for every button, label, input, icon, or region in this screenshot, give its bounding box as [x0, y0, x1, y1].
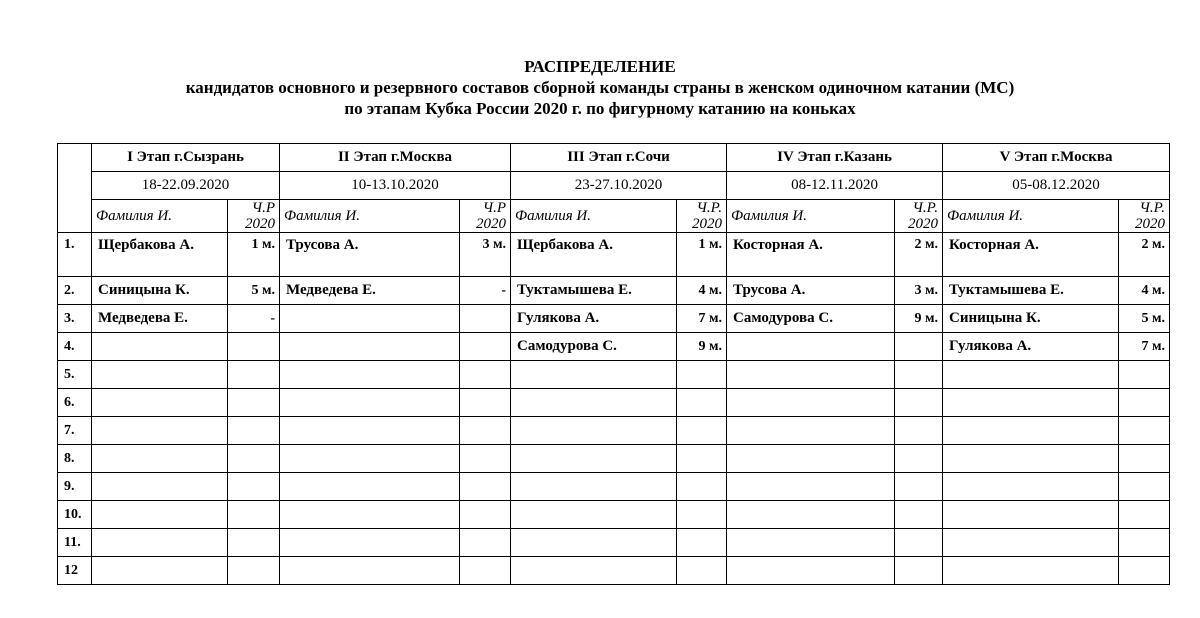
- table-row: [58, 557, 1170, 585]
- skater-name-cell: Медведева Е.: [280, 277, 460, 305]
- skater-name-cell: [511, 417, 677, 445]
- stage-title: IV Этап г.Казань: [727, 144, 943, 172]
- skater-name-cell: [92, 389, 228, 417]
- col-header-result-line2: 2020: [476, 216, 507, 232]
- championship-place-cell: [895, 557, 943, 585]
- championship-place-cell: [460, 529, 511, 557]
- skater-name-cell: Синицына К.: [92, 277, 228, 305]
- row-number: 4.: [58, 333, 92, 361]
- skater-name-cell: [280, 501, 460, 529]
- championship-place-cell: [460, 473, 511, 501]
- championship-place-cell: [460, 389, 511, 417]
- skater-name-cell: [943, 501, 1119, 529]
- championship-place-cell: [1119, 389, 1170, 417]
- skater-name-cell: [92, 473, 228, 501]
- stage-dates: 05-08.12.2020: [943, 172, 1170, 200]
- championship-place-cell: [228, 389, 280, 417]
- stage-title: I Этап г.Сызрань: [92, 144, 280, 172]
- championship-place-cell: [228, 529, 280, 557]
- championship-place-cell: [677, 361, 727, 389]
- skater-name-cell: [280, 305, 460, 333]
- championship-place-cell: [677, 557, 727, 585]
- skater-name-cell: [92, 529, 228, 557]
- championship-place-cell: [1119, 501, 1170, 529]
- skater-name-cell: [727, 361, 895, 389]
- championship-place-cell: [460, 445, 511, 473]
- table-row: [58, 233, 1170, 277]
- skater-name-cell: [943, 417, 1119, 445]
- col-header-result-line1: Ч.Р.: [696, 200, 723, 216]
- col-header-result: [1119, 200, 1170, 233]
- table-row: [58, 473, 1170, 501]
- skater-name-cell: [280, 445, 460, 473]
- skater-name-cell: [511, 361, 677, 389]
- table-row: [58, 445, 1170, 473]
- heading-subtitle-2: по этапам Кубка России 2020 г. по фигурному катанию на коньках: [344, 99, 856, 118]
- skater-name-cell: [727, 501, 895, 529]
- championship-place-cell: 4 м.: [1119, 277, 1170, 305]
- championship-place-cell: [895, 417, 943, 445]
- championship-place-cell: 9 м.: [895, 305, 943, 333]
- championship-place-cell: [1119, 361, 1170, 389]
- skater-name-cell: [92, 417, 228, 445]
- skater-name-cell: [727, 473, 895, 501]
- championship-place-cell: [677, 389, 727, 417]
- row-number: 9.: [58, 473, 92, 501]
- table-row: [58, 417, 1170, 445]
- skater-name-cell: [511, 529, 677, 557]
- skater-name-cell: Самодурова С.: [727, 305, 895, 333]
- championship-place-cell: [895, 333, 943, 361]
- championship-place-cell: [895, 389, 943, 417]
- table-row: [58, 361, 1170, 389]
- col-header-result: [228, 200, 280, 233]
- skater-name-cell: Щербакова А.: [511, 233, 677, 277]
- skater-name-cell: [943, 473, 1119, 501]
- table-row: [58, 277, 1170, 305]
- skater-name-cell: [943, 557, 1119, 585]
- skater-name-cell: Медведева Е.: [92, 305, 228, 333]
- championship-place-cell: 3 м.: [460, 233, 511, 277]
- col-header-result-line2: 2020: [245, 216, 275, 232]
- skater-name-cell: [943, 529, 1119, 557]
- championship-place-cell: 2 м.: [895, 233, 943, 277]
- championship-place-cell: [895, 501, 943, 529]
- championship-place-cell: 5 м.: [228, 277, 280, 305]
- championship-place-cell: [228, 473, 280, 501]
- championship-place-cell: -: [460, 277, 511, 305]
- col-header-result-line1: Ч.Р: [482, 200, 507, 216]
- skater-name-cell: Трусова А.: [280, 233, 460, 277]
- skater-name-cell: Синицына К.: [943, 305, 1119, 333]
- championship-place-cell: [895, 473, 943, 501]
- table-row: [58, 529, 1170, 557]
- championship-place-cell: [228, 333, 280, 361]
- row-number: 11.: [58, 529, 92, 557]
- row-number: 12: [58, 557, 92, 585]
- document-heading: [0, 56, 1200, 119]
- championship-place-cell: 2 м.: [1119, 233, 1170, 277]
- row-number: 10.: [58, 501, 92, 529]
- skater-name-cell: [92, 333, 228, 361]
- col-header-result-line1: Ч.Р.: [912, 200, 939, 216]
- championship-place-cell: [228, 361, 280, 389]
- skater-name-cell: [280, 417, 460, 445]
- championship-place-cell: [677, 501, 727, 529]
- skater-name-cell: [511, 445, 677, 473]
- skater-name-cell: Туктамышева Е.: [511, 277, 677, 305]
- championship-place-cell: 7 м.: [1119, 333, 1170, 361]
- col-header-result: [460, 200, 511, 233]
- col-header-name: Фамилия И.: [943, 200, 1119, 233]
- skater-name-cell: [92, 501, 228, 529]
- championship-place-cell: [1119, 445, 1170, 473]
- championship-place-cell: [1119, 557, 1170, 585]
- championship-place-cell: [1119, 417, 1170, 445]
- row-number: 3.: [58, 305, 92, 333]
- table-row: [58, 501, 1170, 529]
- skater-name-cell: [727, 389, 895, 417]
- heading-subtitle: кандидатов основного и резервного составов сборной команды страны в женском одиночном катании (МС): [185, 78, 1015, 97]
- skater-name-cell: Косторная А.: [943, 233, 1119, 277]
- skater-name-cell: [280, 361, 460, 389]
- skater-name-cell: [727, 333, 895, 361]
- championship-place-cell: 1 м.: [677, 233, 727, 277]
- championship-place-cell: 7 м.: [677, 305, 727, 333]
- skater-name-cell: [92, 361, 228, 389]
- stage-title: II Этап г.Москва: [280, 144, 511, 172]
- row-number: 1.: [58, 233, 92, 277]
- championship-place-cell: 1 м.: [228, 233, 280, 277]
- stage-title: V Этап г.Москва: [943, 144, 1170, 172]
- championship-place-cell: [228, 417, 280, 445]
- championship-place-cell: -: [228, 305, 280, 333]
- col-header-result-line2: 2020: [1135, 216, 1166, 232]
- skater-name-cell: [92, 445, 228, 473]
- skater-name-cell: [943, 445, 1119, 473]
- championship-place-cell: 4 м.: [677, 277, 727, 305]
- championship-place-cell: [677, 473, 727, 501]
- skater-name-cell: Гулякова А.: [943, 333, 1119, 361]
- table-row: [58, 389, 1170, 417]
- column-header-row: [58, 200, 1170, 233]
- championship-place-cell: [460, 417, 511, 445]
- skater-name-cell: [280, 473, 460, 501]
- col-header-result: [677, 200, 727, 233]
- row-number: 8.: [58, 445, 92, 473]
- skater-name-cell: [280, 529, 460, 557]
- col-header-result: [895, 200, 943, 233]
- championship-place-cell: 9 м.: [677, 333, 727, 361]
- skater-name-cell: Гулякова А.: [511, 305, 677, 333]
- col-header-result-line1: Ч.Р.: [1139, 200, 1166, 216]
- championship-place-cell: [895, 361, 943, 389]
- heading-title: РАСПРЕДЕЛЕНИЕ: [524, 57, 676, 76]
- col-header-result-line2: 2020: [692, 216, 723, 232]
- stage-title-row: [58, 144, 1170, 172]
- championship-place-cell: [460, 361, 511, 389]
- skater-name-cell: [727, 529, 895, 557]
- skater-name-cell: [727, 557, 895, 585]
- stage-dates: 08-12.11.2020: [727, 172, 943, 200]
- skater-name-cell: [280, 333, 460, 361]
- stage-dates: 23-27.10.2020: [511, 172, 727, 200]
- championship-place-cell: [228, 501, 280, 529]
- skater-name-cell: [511, 557, 677, 585]
- championship-place-cell: [228, 557, 280, 585]
- championship-place-cell: [228, 445, 280, 473]
- col-header-name: Фамилия И.: [280, 200, 460, 233]
- skater-name-cell: Туктамышева Е.: [943, 277, 1119, 305]
- skater-name-cell: [943, 361, 1119, 389]
- championship-place-cell: [677, 445, 727, 473]
- championship-place-cell: [1119, 529, 1170, 557]
- col-header-name: Фамилия И.: [92, 200, 228, 233]
- row-number: 7.: [58, 417, 92, 445]
- col-header-name: Фамилия И.: [727, 200, 895, 233]
- col-header-name: Фамилия И.: [511, 200, 677, 233]
- skater-name-cell: Косторная А.: [727, 233, 895, 277]
- col-header-result-line1: Ч.Р: [251, 200, 275, 216]
- skater-name-cell: [727, 417, 895, 445]
- skater-name-cell: [727, 445, 895, 473]
- championship-place-cell: 5 м.: [1119, 305, 1170, 333]
- skater-name-cell: [511, 501, 677, 529]
- championship-place-cell: [895, 445, 943, 473]
- distribution-table: [57, 143, 1170, 585]
- skater-name-cell: Самодурова С.: [511, 333, 677, 361]
- championship-place-cell: [677, 417, 727, 445]
- stage-dates: 10-13.10.2020: [280, 172, 511, 200]
- championship-place-cell: [895, 529, 943, 557]
- row-number: 6.: [58, 389, 92, 417]
- col-header-result-line2: 2020: [908, 216, 939, 232]
- table-row: [58, 305, 1170, 333]
- row-number: 5.: [58, 361, 92, 389]
- corner-cell: [58, 144, 92, 233]
- championship-place-cell: [460, 501, 511, 529]
- skater-name-cell: [943, 389, 1119, 417]
- championship-place-cell: 3 м.: [895, 277, 943, 305]
- skater-name-cell: [511, 473, 677, 501]
- championship-place-cell: [460, 305, 511, 333]
- championship-place-cell: [1119, 473, 1170, 501]
- skater-name-cell: [511, 389, 677, 417]
- row-number: 2.: [58, 277, 92, 305]
- stage-title: III Этап г.Сочи: [511, 144, 727, 172]
- skater-name-cell: [280, 557, 460, 585]
- championship-place-cell: [460, 557, 511, 585]
- championship-place-cell: [677, 529, 727, 557]
- stage-dates: 18-22.09.2020: [92, 172, 280, 200]
- skater-name-cell: Щербакова А.: [92, 233, 228, 277]
- skater-name-cell: Трусова А.: [727, 277, 895, 305]
- skater-name-cell: [280, 389, 460, 417]
- table-row: [58, 333, 1170, 361]
- skater-name-cell: [92, 557, 228, 585]
- championship-place-cell: [460, 333, 511, 361]
- stage-dates-row: [58, 172, 1170, 200]
